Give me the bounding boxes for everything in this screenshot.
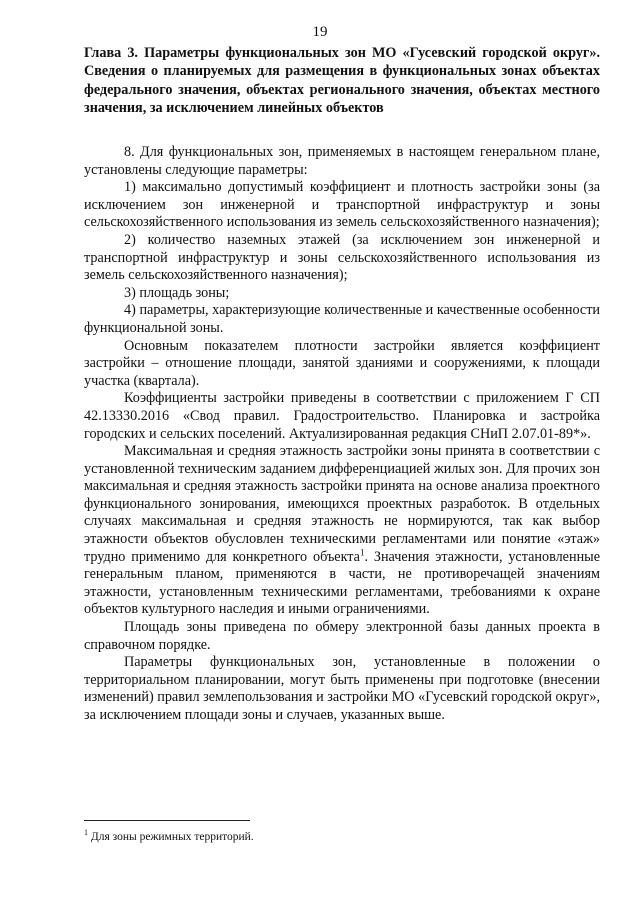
paragraph-density: Основным показателем плотности застройки является коэффициент застройки – отношение площади, занятой зданиями и сооружениями, к площади участка (квартала). — [84, 337, 600, 389]
chapter-heading: Глава 3. Параметры функциональных зон МО «Гусевский городской округ». Сведения о планируемых для размещения в функциональных зонах объектах федерального значения, объектах регионального значения, объектах местного значения, за исключением линейных объектов — [84, 45, 600, 117]
paragraph-floors-continuation: . Значения этажности, установленные генеральным планом, применяются в части, не противоречащей значениям этажности, установленным техническими регламентами, требованиями к охране объектов культурного наследия и иными ограничениями. — [84, 548, 600, 618]
footnote-divider — [84, 820, 250, 821]
paragraph-floors — [84, 443, 600, 619]
footnote-text: Для зоны режимных территорий. — [90, 831, 254, 843]
paragraph-intro: 8. Для функциональных зон, применяемых в настоящем генеральном плане, установлены следующие параметры: — [84, 144, 600, 178]
paragraph-item-1: 1) максимально допустимый коэффициент и плотность застройки зоны (за исключением зон инженерной и транспортной инфраструктур и зоны сельскохозяйственного использования из земель сельскохозяйственного назначения); — [84, 179, 600, 231]
paragraph-item-3: 3) площадь зоны; — [124, 284, 230, 301]
paragraph-floors-text: Максимальная и средняя этажность застройки зоны принята в соответствии с установленной техническим заданием дифференциацией жилых зон. Для прочих зон максимальная и средняя этажность застройки принята на основе анализа проектного функционального зонирования, имеющихся проектных разработок. В отдельных случаях максимальная и средняя этажность не нормируются, так как выбор этажности объектов обусловлен техническими регламентами или понятие «этаж» трудно применимо для конкретного объекта — [84, 443, 600, 565]
page-number: 19 — [312, 24, 328, 40]
paragraph-item-4: 4) параметры, характеризующие количественные и качественные особенности функциональной зоны. — [84, 302, 600, 336]
footnote-reference[interactable]: 1 — [359, 546, 365, 557]
footnote — [84, 830, 600, 844]
paragraph-item-2: 2) количество наземных этажей (за исключением зон инженерной и транспортной инфраструктур и зоны сельскохозяйственного использования из земель сельскохозяйственного назначения); — [84, 231, 600, 284]
paragraph-parameters: Параметры функциональных зон, установленные в положении о территориальном планировании, могут быть применены при подготовке (внесении изменений) правил землепользования и застройки МО «Гусевский городской округ», за исключением площади зоны и случаев, указанных выше. — [84, 654, 600, 723]
paragraph-area: Площадь зоны приведена по обмеру электронной базы данных проекта в справочном порядке. — [84, 619, 600, 653]
body-text — [84, 144, 600, 725]
paragraph-coefficients: Коэффициенты застройки приведены в соответствии с приложением Г СП 42.13330.2016 «Свод правил. Градостроительство. Планировка и застройка городских и сельских поселений. Актуализированная редакция СНиП 2.07.01-89*». — [84, 390, 600, 442]
footnote-marker: 1 — [84, 828, 88, 838]
